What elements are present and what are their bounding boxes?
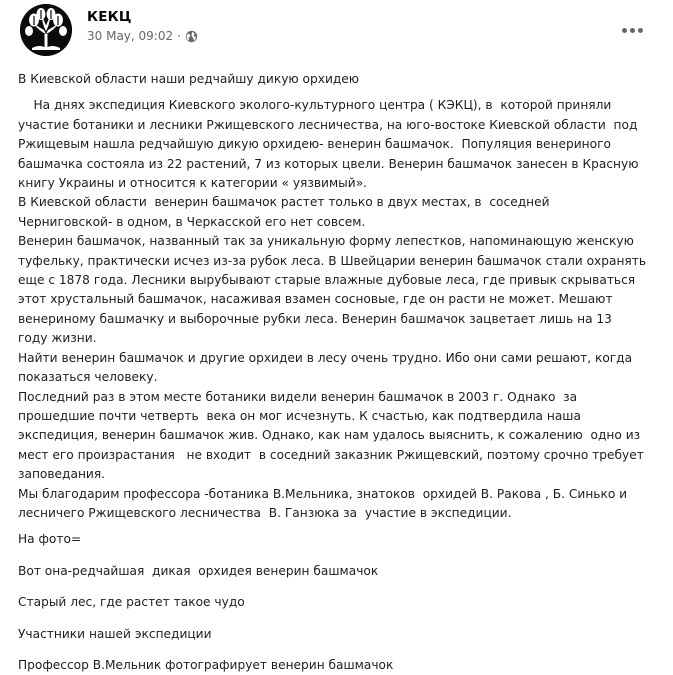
post-paragraph: Найти венерин башмачок и другие орхидеи в лесу очень трудно. Ибо они сами решают, когда показаться человеку. — [18, 350, 633, 385]
post-paragraph: Мы благодарим профессора -ботаника В.Мельника, знатоков орхидей В. Ракова , Б. Синько и лесничего Ржищевского лесничества В. Ганзюка за участие в экспедиции. — [18, 486, 628, 520]
photo-caption: Вот она-редчайшая дикая орхидея венерин башмачок — [18, 563, 379, 578]
tree-logo-icon — [20, 4, 72, 56]
page-name[interactable]: КЕКЦ — [87, 9, 132, 25]
globe-icon[interactable] — [185, 30, 198, 43]
post-meta — [87, 29, 198, 43]
post-title-line: В Киевской области наши редчайшу дикую орхидею — [18, 72, 360, 86]
post-paragraph: На днях экспедиция Киевского эколого-культурного центра ( КЭКЦ), в которой приняли участие ботаники и лесники Ржищевского лесничества, на юго-востоке Киевской области под Ржищевым нашла редчайшую дикую орхидею- венерин башмачок. Популяция венериного башмачка состояла из 22 растений, 7 из которых цвели. Венерин башмачок занесен в Красную книгу Украины и относится к категории « уязвимый». — [18, 98, 639, 191]
post-paragraph: Последний раз в этом месте ботаники видели венерин башмачок в 2003 г. Однако за прошедшие почти четверть века он мог исчезнуть. К счастью, как подтвердила наша экспедиция, венерин башмачок жив. Однако, как нам удалось выяснить, к сожалению одно из мест его произрастания не входит в соседний заказник Ржищевский, поэтому срочно требует заповедания. — [18, 389, 644, 482]
more-horizontal-icon — [622, 28, 643, 33]
photo-caption: Участники нашей экспедиции — [18, 626, 212, 641]
meta-separator: · — [177, 29, 181, 43]
photo-caption: Профессор В.Мельник фотографирует венерин башмачок — [18, 657, 394, 672]
post-paragraph: Венерин башмачок, названный так за уникальную форму лепестков, напоминающую женскую туфельку, практически исчез из-за рубок леса. В Швейцарии венерин башмачок стали охранять еще с 1878 года. Лесники вырубывают старые влажные дубовые леса, где привык скрываться этот хрустальный башмачок, насаживая взамен сосновые, где он расти не может. Мешают венериному башмачку и выборочные рубки леса. Венерин башмачок зацветает лишь на 13 году жизни. — [18, 234, 647, 346]
post-header — [20, 4, 660, 60]
post-paragraph: В Киевской области венерин башмачок растет только в двух местах, в соседней Черниговской- в одном, в Черкасской его нет совсем. — [18, 195, 550, 229]
photo-caption: Старый лес, где растет такое чудо — [18, 595, 245, 610]
post-timestamp[interactable]: 30 May, 09:02 — [87, 29, 174, 43]
post-text — [18, 70, 648, 675]
page-avatar[interactable] — [20, 4, 72, 56]
photo-caption-heading: На фото= — [18, 532, 82, 547]
more-options-button[interactable] — [614, 18, 650, 42]
